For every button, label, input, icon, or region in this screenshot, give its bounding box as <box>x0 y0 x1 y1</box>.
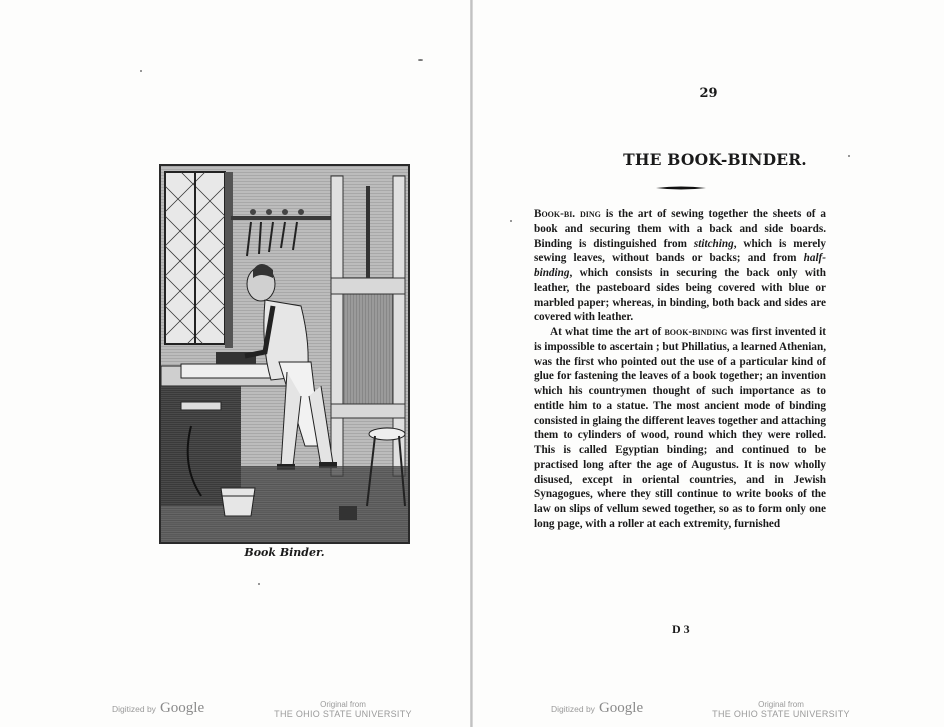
signature-mark: D 3 <box>672 622 690 636</box>
digitized-by-google-left <box>112 700 204 717</box>
paper-speck <box>510 220 512 222</box>
text-segment: , which is merely sewing leaves, without bands or backs; and from <box>534 237 826 265</box>
university-name: THE OHIO STATE UNIVERSITY <box>712 709 850 719</box>
italic-term: half-binding <box>534 252 826 279</box>
engraving-illustration <box>161 166 408 542</box>
page-number: 29 <box>699 86 718 101</box>
paper-speck <box>258 583 260 585</box>
title-ornament-rule <box>656 186 706 190</box>
paragraph-2 <box>534 325 826 532</box>
paper-speck <box>140 70 142 72</box>
original-from-label: Original from <box>320 700 366 709</box>
text-segment: At what time the art of <box>550 326 665 338</box>
chapter-title: THE BOOK-BINDER. <box>623 150 807 169</box>
google-logo: Google <box>598 700 644 716</box>
digitized-label: Digitized by <box>112 704 156 714</box>
university-name: THE OHIO STATE UNIVERSITY <box>274 709 412 719</box>
text-segment: is the art of sewing together the sheets of a book and securing them with a back and side boards. Binding is distinguished from <box>534 208 826 250</box>
digitized-label: Digitized by <box>551 704 595 714</box>
paper-speck <box>418 59 423 61</box>
lead-word: Book-bi. ding <box>534 208 601 220</box>
plate-caption: Book Binder. <box>244 546 325 559</box>
original-from-label: Original from <box>758 700 804 709</box>
paragraph-1 <box>534 207 826 325</box>
digitized-by-google-right <box>551 700 643 717</box>
chapter-body <box>534 207 826 532</box>
original-from-right <box>706 700 856 719</box>
text-segment: was first invented it is impossible to ascertain ; but Phillatius, a learned Athenian, was the first who pointed out the use of a particular kind of glue for fastening the leaves of a book together; an invention which his countrymen thought of such importance as to entitle him to a statue. The most ancient mode of binding consisted in glaing the different leaves together and attaching them to cylinders of wood, round which they were rolled. This is called Egyptian binding; and continued to be practised long after the age of Augustus. It is now wholly disused, except in oriental countries, and in Jewish Synagogues, where they still continue to write books of the law on slips of vellum sewed together, so as to form only one long page, with a roller at each extremity, furnished <box>534 326 827 530</box>
smallcaps-term: book-binding <box>664 326 728 338</box>
google-logo: Google <box>159 700 205 716</box>
text-segment: , which consists in securing the back only with leather, the pasteboard sides being covered with blue or marbled paper; whereas, in binding, both back and sides are covered with leather. <box>534 267 826 324</box>
original-from-left <box>268 700 418 719</box>
book-binder-engraving <box>159 164 410 544</box>
italic-term: stitching <box>693 237 734 250</box>
